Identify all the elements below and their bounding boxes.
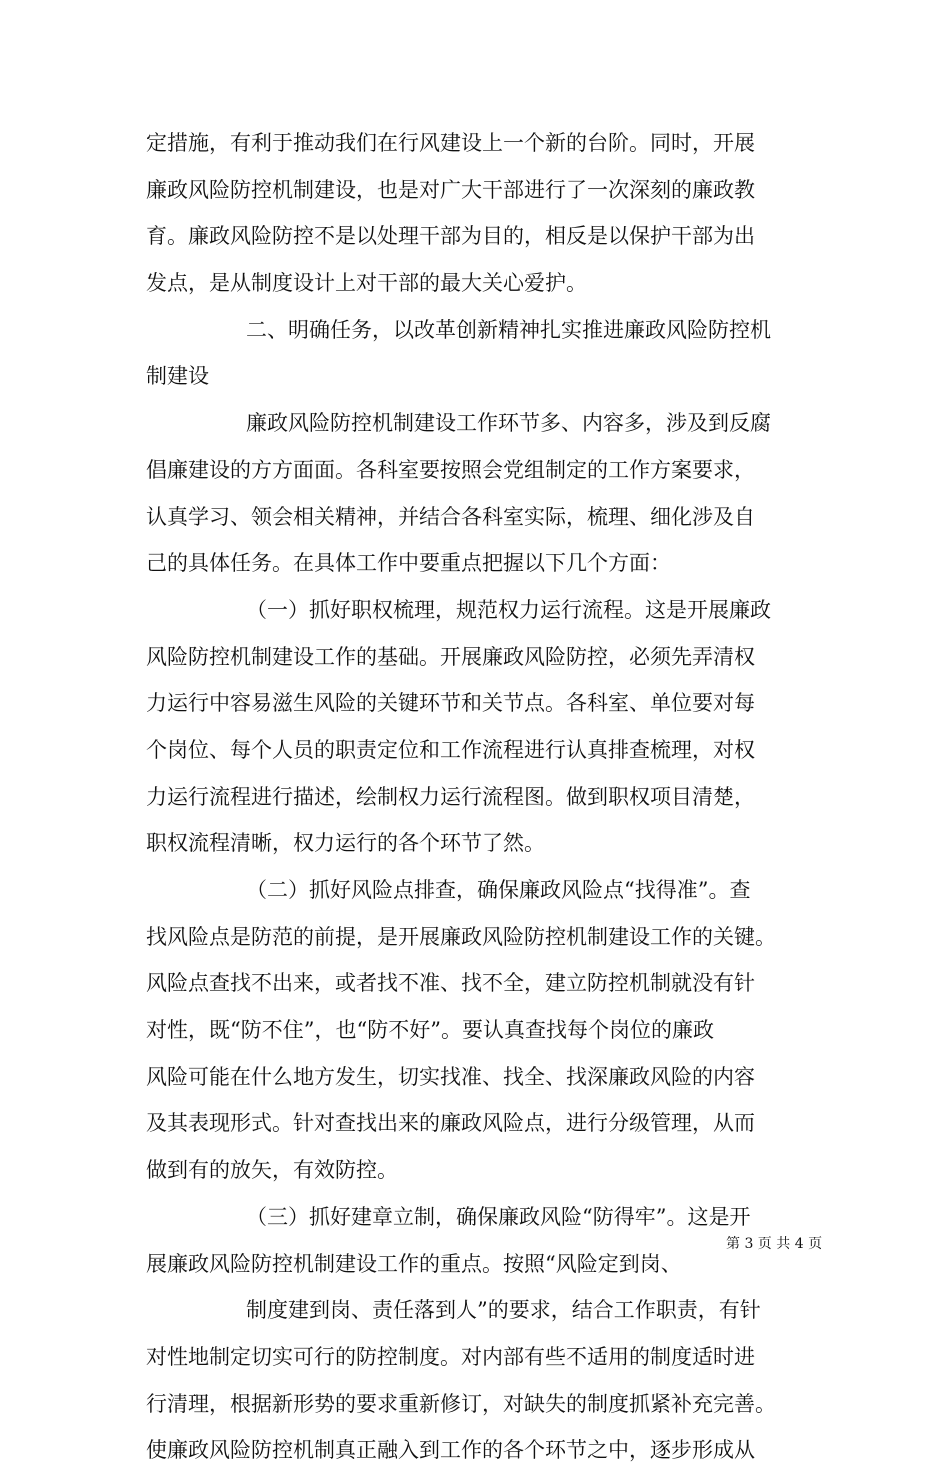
text-line: 倡廉建设的方方面面。各科室要按照会党组制定的工作方案要求， bbox=[146, 457, 755, 482]
text-line: 找风险点是防范的前提，是开展廉政风险防控机制建设工作的关键。 bbox=[146, 924, 776, 949]
text-line: 对性地制定切实可行的防控制度。对内部有些不适用的制度适时进 bbox=[146, 1344, 755, 1369]
text-line: 及其表现形式。针对查找出来的廉政风险点，进行分级管理，从而 bbox=[146, 1111, 755, 1136]
text-line: 育。廉政风险防控不是以处理干部为目的，相反是以保护干部为出 bbox=[146, 224, 755, 249]
text-line: 风险可能在什么地方发生，切实找准、找全、找深廉政风险的内容 bbox=[146, 1064, 755, 1089]
text-line: 力运行流程进行描述，绘制权力运行流程图。做到职权项目清楚， bbox=[146, 784, 755, 809]
paragraph-start: （三）抓好建章立制，确保廉政风险“防得牢”。这是开 bbox=[246, 1204, 751, 1229]
text-line: 定措施，有利于推动我们在行风建设上一个新的台阶。同时，开展 bbox=[146, 131, 755, 155]
section-heading-continued: 制建设 bbox=[146, 364, 209, 389]
text-line: 风险防控机制建设工作的基础。开展廉政风险防控，必须先弄清权 bbox=[146, 644, 755, 669]
paragraph-start: （一）抓好职权梳理，规范权力运行流程。这是开展廉政 bbox=[246, 597, 771, 622]
text-line: 个岗位、每个人员的职责定位和工作流程进行认真排查梳理，对权 bbox=[146, 737, 755, 762]
document-body bbox=[146, 120, 812, 1474]
text-line: 对性，既“防不住”，也“防不好”。要认真查找每个岗位的廉政 bbox=[146, 1018, 714, 1043]
section-heading: 二、明确任务，以改革创新精神扎实推进廉政风险防控机 bbox=[246, 317, 771, 342]
text-line: 风险点查找不出来，或者找不准、找不全，建立防控机制就没有针 bbox=[146, 971, 755, 996]
page-number: 第 3 页 共 4 页 bbox=[726, 1236, 823, 1252]
text-line: 行清理，根据新形势的要求重新修订，对缺失的制度抓紧补充完善。 bbox=[146, 1391, 776, 1416]
text-line: 己的具体任务。在具体工作中要重点把握以下几个方面： bbox=[146, 551, 671, 576]
paragraph-start: （二）抓好风险点排查，确保廉政风险点“找得准”。查 bbox=[246, 878, 751, 902]
text-line: 发点，是从制度设计上对干部的最大关心爱护。 bbox=[146, 271, 587, 296]
text-line: 廉政风险防控机制建设，也是对广大干部进行了一次深刻的廉政教 bbox=[146, 177, 755, 202]
text-line: 做到有的放矢，有效防控。 bbox=[146, 1158, 398, 1183]
text-line: 制度建到岗、责任落到人”的要求，结合工作职责，有针 bbox=[246, 1298, 761, 1323]
paragraph-start: 廉政风险防控机制建设工作环节多、内容多，涉及到反腐 bbox=[246, 411, 771, 436]
text-line: 认真学习、领会相关精神，并结合各科室实际，梳理、细化涉及自 bbox=[146, 504, 755, 529]
text-line: 力运行中容易滋生风险的关键环节和关节点。各科室、单位要对每 bbox=[146, 691, 755, 716]
text-line: 职权流程清晰，权力运行的各个环节了然。 bbox=[146, 831, 545, 856]
text-line: 使廉政风险防控机制真正融入到工作的各个环节之中，逐步形成从 bbox=[146, 1438, 755, 1463]
text-line: 展廉政风险防控机制建设工作的重点。按照“风险定到岗、 bbox=[146, 1251, 682, 1276]
